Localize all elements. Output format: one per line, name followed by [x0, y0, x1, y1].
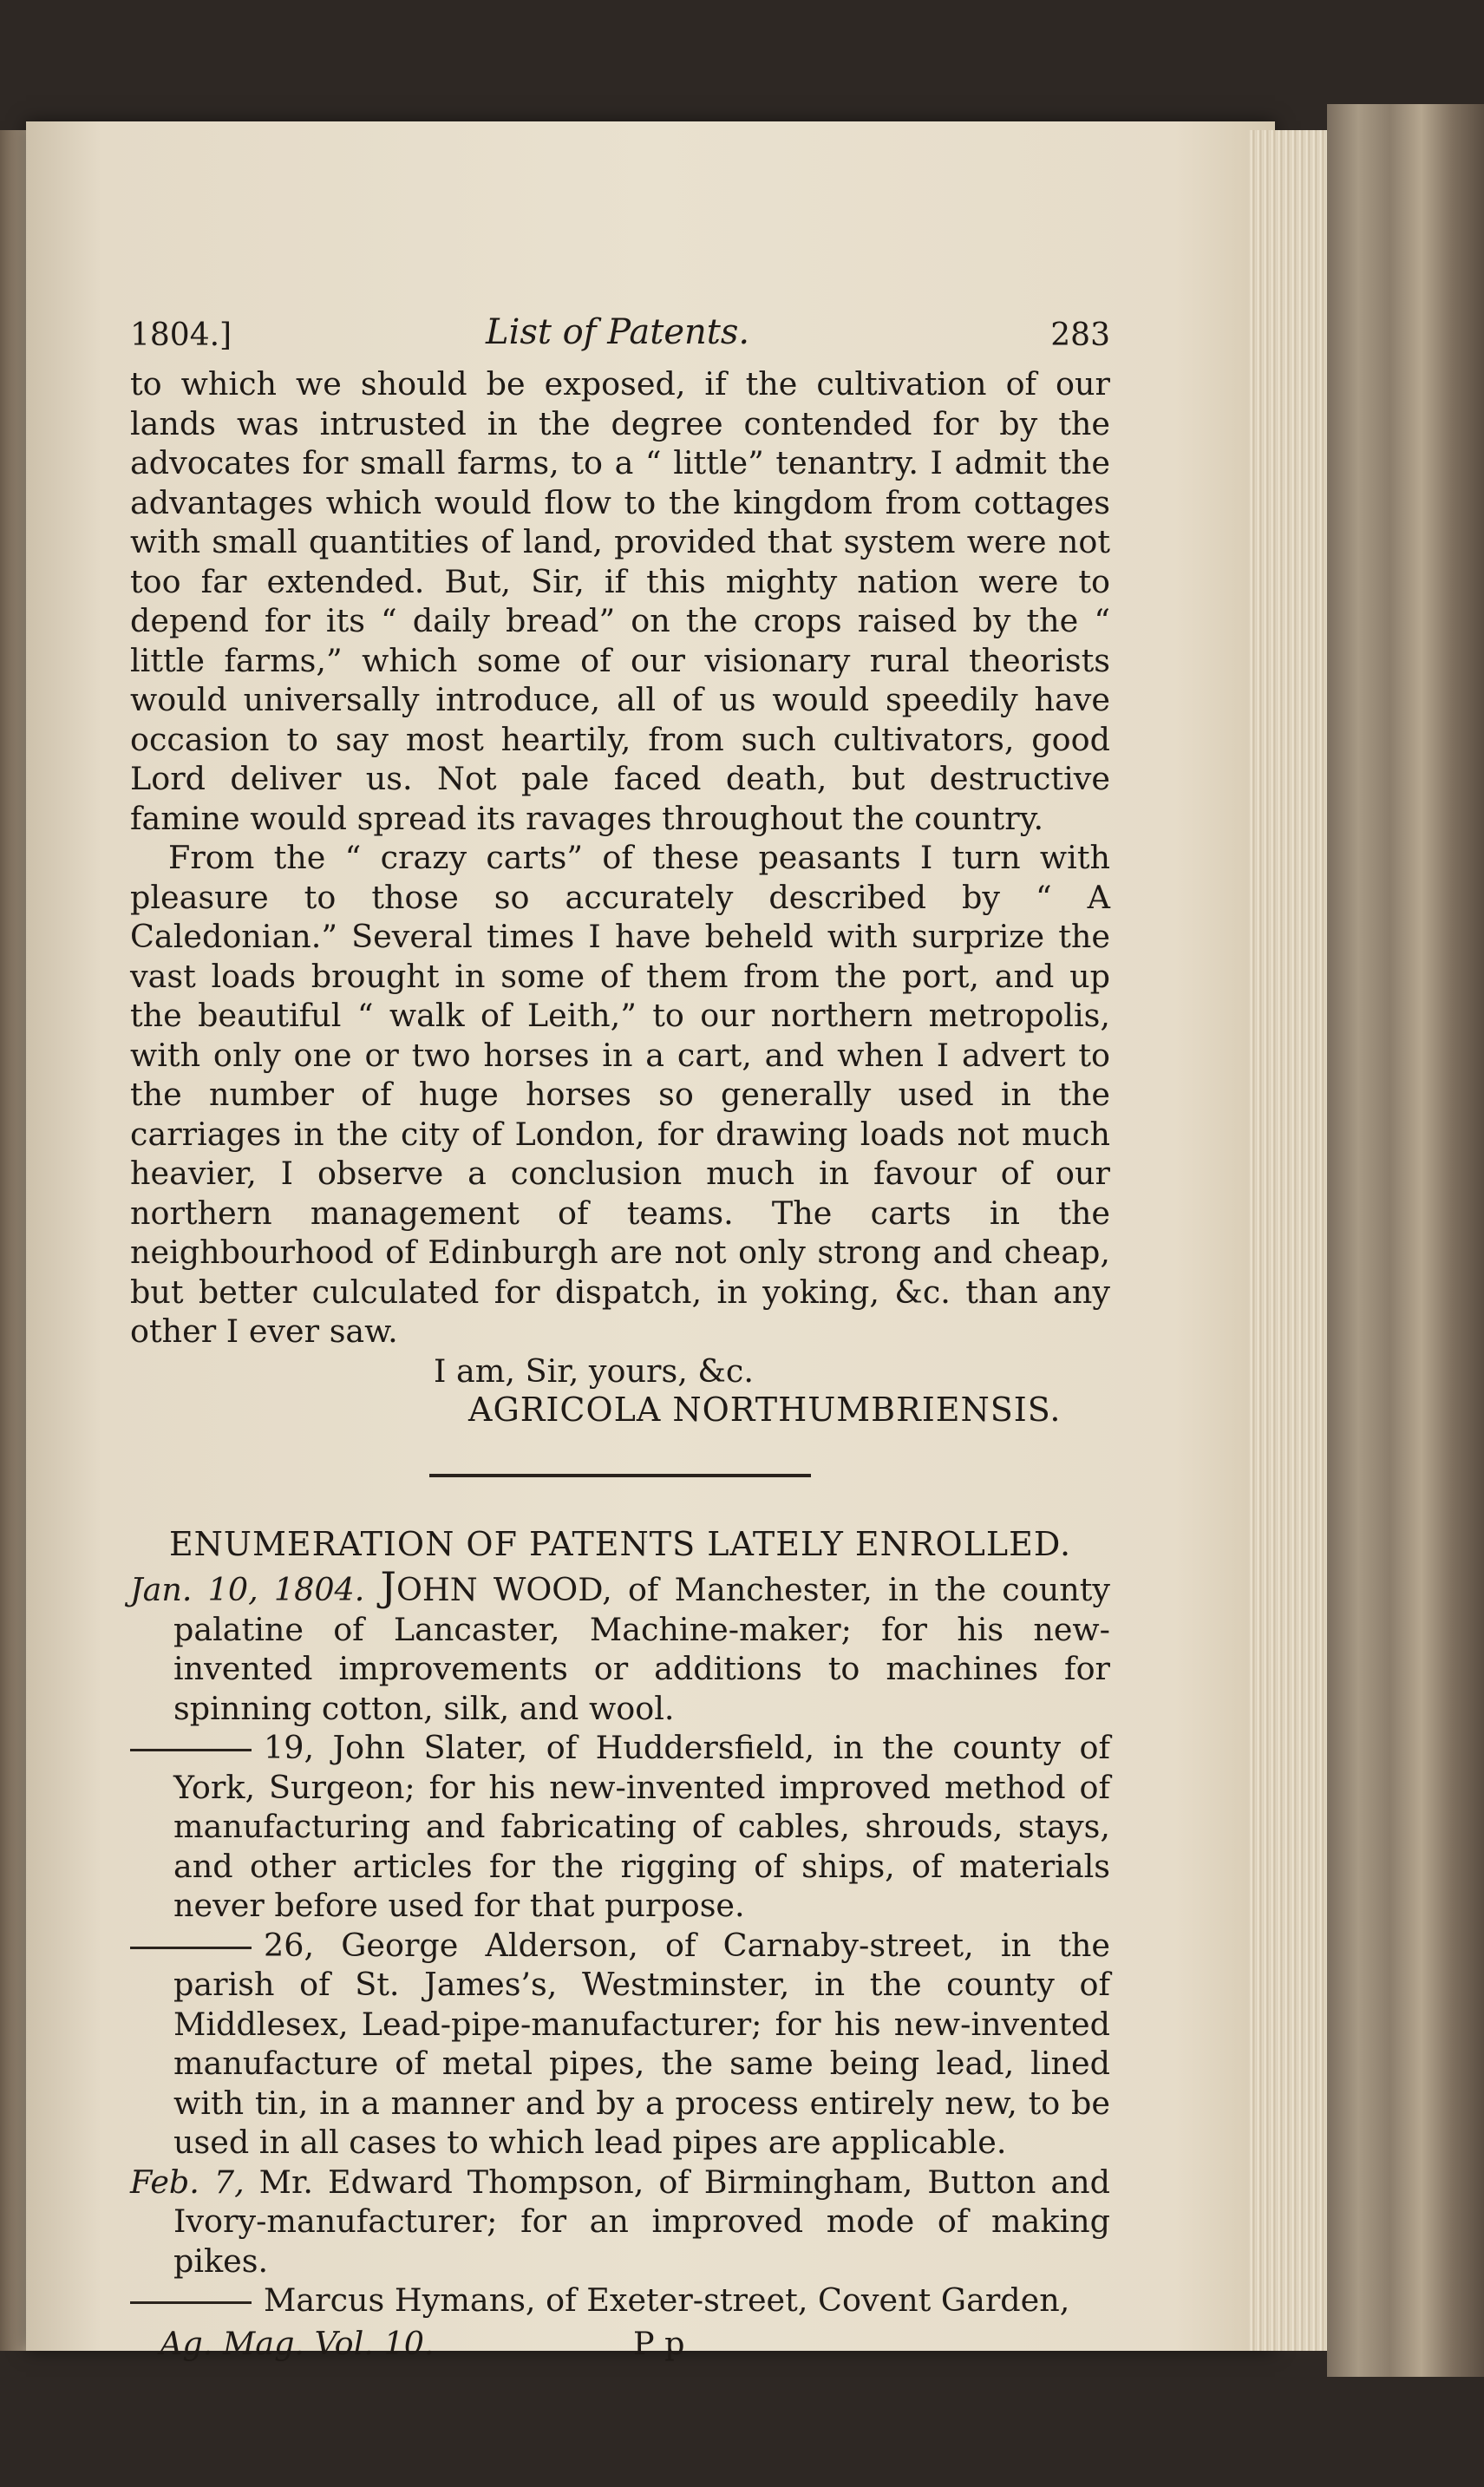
entry-date: Feb. 7,: [130, 2163, 245, 2201]
entry-date: Jan. 10, 1804.: [130, 1571, 365, 1608]
letter-signature: AGRICOLA NORTHUMBRIENSIS.: [468, 1391, 1062, 1429]
header-title: List of Patents.: [486, 312, 750, 352]
patent-entry: [130, 2281, 1110, 2320]
gathering-mark: P p: [633, 2324, 685, 2362]
running-header: [130, 312, 1110, 364]
patent-entry: [130, 1926, 1110, 2163]
letter-closing: I am, Sir, yours, &c.: [434, 1351, 754, 1390]
page-footer: [130, 2324, 1110, 2364]
patent-entry: [130, 2163, 1110, 2281]
entry-text: Mr. Edward Thompson, of Birmingham, Button and Ivory-manufacturer; for an improved mode of making pikes.: [173, 2163, 1110, 2280]
entry-text: 19, John Slater, of Huddersfield, in the county of York, Surgeon; for his new-invented improved method of manufacturing and fabricating of cables, shrouds, stays, and other articles for the rigging of ships, of materials never before used for that purpose.: [173, 1729, 1110, 1924]
header-year: 1804.]: [130, 317, 232, 353]
book-cover-edge: [1327, 104, 1484, 2377]
signature-mark: Ag. Mag. Vol. 10.: [160, 2324, 435, 2362]
page-edges: [1249, 130, 1327, 2351]
letter-paragraph: From the “ crazy carts” of these peasants I turn with pleasure to those so accurately described by “ A Caledonian.” Several times I have beheld with surprize the vast loads brought in some of them from the port, and up the beautiful “ walk of Leith,” to our northern metropolis, with only one or two horses in a cart, and when I advert to the number of huge horses so generally used in the carriages in the city of London, for drawing loads not much heavier, I observe a conclusion much in favour of our northern management of teams. The carts in the neighbourhood of Edinburgh are not only strong and cheap, but better culculated for dispatch, in yoking, &c. than any other I ever saw.: [130, 839, 1110, 1350]
page-text: [130, 312, 1110, 2364]
letter-paragraph: to which we should be exposed, if the cultivation of our lands was intrusted in the degree contended for by the advocates for small farms, to a “ little” tenantry. I admit the advantages which would flow to the kingdom from cottages with small quantities of land, provided that system were not too far extended. But, Sir, if this mighty nation were to depend for its “ daily bread” on the crops raised by the “ little farms,” which some of our visionary rural theorists would universally introduce, all of us would speedily have occasion to say most heartily, from such cultivators, good Lord deliver us. Not pale faced death, but destructive famine would spread its ravages throughout the country.: [130, 365, 1110, 837]
patent-entry: [130, 1728, 1110, 1926]
patent-entry: [130, 1563, 1110, 1728]
entry-text: 26, George Alderson, of Carnaby-street, in the parish of St. James’s, Westminster, in the county of Middlesex, Lead-pipe-manufacturer; for his new-invented manufacture of metal pipes, the same being lead, lined with tin, in a manner and by a process entirely new, to be used in all cases to which lead pipes are applicable.: [173, 1926, 1110, 2161]
ditto-dash: [130, 1947, 252, 1949]
ditto-dash: [130, 2301, 252, 2304]
entry-text: Marcus Hymans, of Exeter-street, Covent Garden,: [264, 2281, 1070, 2319]
ditto-dash: [130, 1749, 252, 1751]
section-title: ENUMERATION OF PATENTS LATELY ENROLLED.: [168, 1525, 1072, 1563]
entry-text: OHN WOOD, of Manchester, in the county palatine of Lancaster, Machine-maker; for his new-invented improvements or additions to machines for spinning cotton, silk, and wool.: [173, 1571, 1110, 1727]
drop-cap: J: [380, 1563, 396, 1610]
section-divider: [429, 1474, 811, 1477]
page-number: 283: [1050, 317, 1110, 353]
